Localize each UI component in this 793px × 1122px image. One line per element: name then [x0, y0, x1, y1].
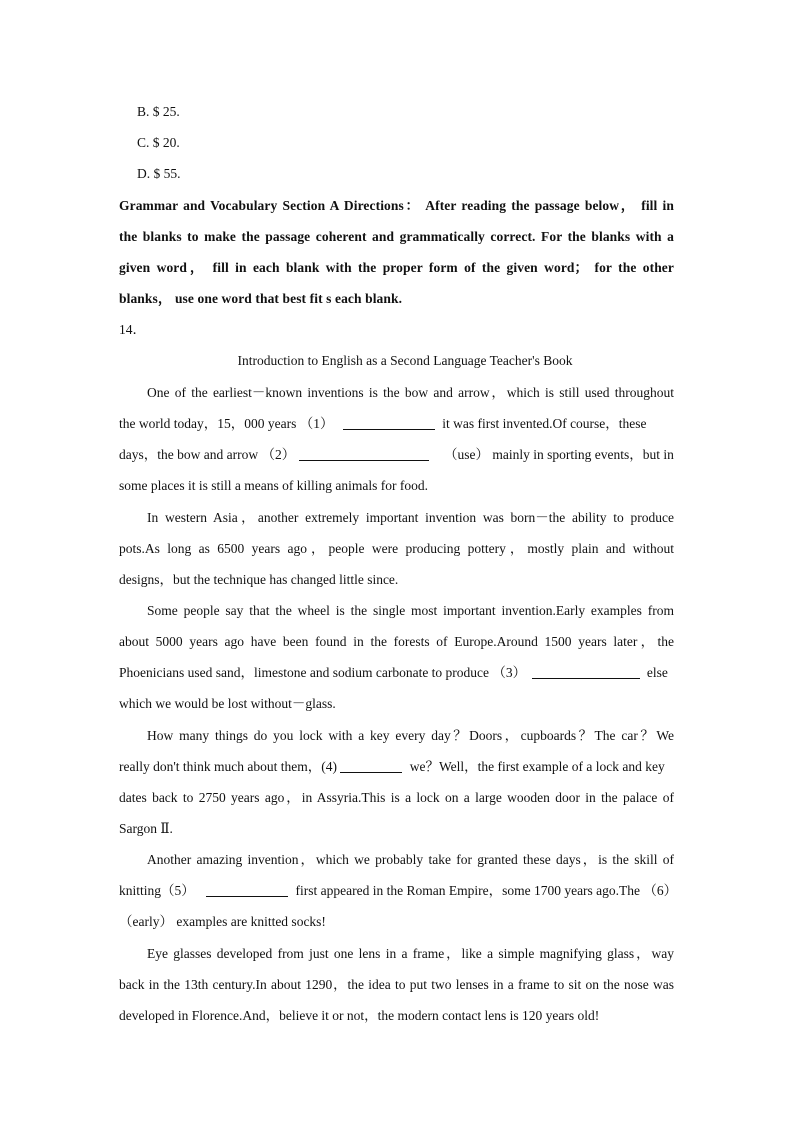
p2-line-3: designs，but the technique has changed little since.: [119, 572, 399, 587]
p5-line-3: （early） examples are knitted socks!: [119, 914, 326, 929]
p1-line-2-end: it was first invented.Of course，these: [442, 416, 647, 431]
p3-line-3-end: else: [646, 665, 668, 680]
p4-line-2: [119, 757, 674, 777]
directions-line-3: given word， fill in each blank with the proper form of the given word； for the other: [119, 260, 674, 275]
option-d: D. $ 55.: [137, 166, 181, 181]
p3-line-3-start: Phoenicians used sand，limestone and sodium carbonate to produce （3）: [119, 665, 527, 680]
blank-2[interactable]: [299, 446, 429, 461]
option-c: C. $ 20.: [137, 135, 180, 150]
p5-line-2-end: first appeared in the Roman Empire，some 1700 years ago.The （6）: [295, 883, 678, 898]
p1-line-1: One of the earliest－known inventions is the bow and arrow，which is still used throughout: [147, 385, 674, 400]
option-b: B. $ 25.: [137, 104, 180, 119]
p3-line-3: [119, 663, 674, 683]
passage-title: Introduction to English as a Second Language Teacher's Book: [237, 353, 573, 368]
p2-line-2: pots.As long as 6500 years ago，people were producing pottery，mostly plain and without: [119, 541, 674, 556]
p3-line-4: which we would be lost without－glass.: [119, 696, 336, 711]
blank-5[interactable]: [206, 882, 288, 897]
blank-1[interactable]: [343, 415, 435, 430]
directions-line-2: the blanks to make the passage coherent and grammatically correct. For the blanks with a: [119, 229, 674, 244]
p5-line-1: Another amazing invention，which we probably take for granted these days，is the skill of: [147, 852, 674, 867]
p1-line-3: [119, 445, 674, 465]
p4-line-1: How many things do you lock with a key every day？Doors，cupboards？The car？We: [147, 728, 674, 743]
p3-line-1: Some people say that the wheel is the single most important invention.Early examples from: [147, 603, 674, 618]
p2-line-1: In western Asia，another extremely important invention was born－the ability to produce: [147, 510, 674, 525]
p1-line-2: [119, 414, 674, 434]
directions-line-1: Grammar and Vocabulary Section A Directions： After reading the passage below， fill in: [119, 198, 674, 213]
directions-line-4: blanks， use one word that best fit s each blank.: [119, 291, 403, 306]
p5-line-2-start: knitting（5）: [119, 883, 195, 898]
p1-line-3-start: days，the bow and arrow （2）: [119, 447, 296, 462]
blank-3[interactable]: [532, 664, 640, 679]
question-number: 14．: [119, 322, 146, 337]
p1-line-4: some places it is still a means of killing animals for food.: [119, 478, 428, 493]
p6-line-1: Eye glasses developed from just one lens in a frame，like a simple magnifying glass，way: [147, 946, 674, 961]
p1-line-2-start: the world today，15，000 years （1）: [119, 416, 334, 431]
p4-line-3: dates back to 2750 years ago，in Assyria.This is a lock on a large wooden door in the palace of: [119, 790, 674, 805]
p5-line-2: [119, 881, 678, 901]
p6-line-3: developed in Florence.And，believe it or not，the modern contact lens is 120 years old!: [119, 1008, 600, 1023]
p4-line-2-end: we？Well，the first example of a lock and key: [409, 759, 665, 774]
p6-line-2: back in the 13th century.In about 1290，the idea to put two lenses in a frame to sit on the nose was: [119, 977, 674, 992]
p4-line-4: Sargon Ⅱ.: [119, 821, 173, 836]
p3-line-2: about 5000 years ago have been found in the forests of Europe.Around 1500 years later，the: [119, 634, 674, 649]
p1-line-3-end: （use） mainly in sporting events，but in: [443, 447, 674, 462]
blank-4[interactable]: [340, 758, 402, 773]
p4-line-2-start: really don't think much about them，(4): [119, 759, 338, 774]
